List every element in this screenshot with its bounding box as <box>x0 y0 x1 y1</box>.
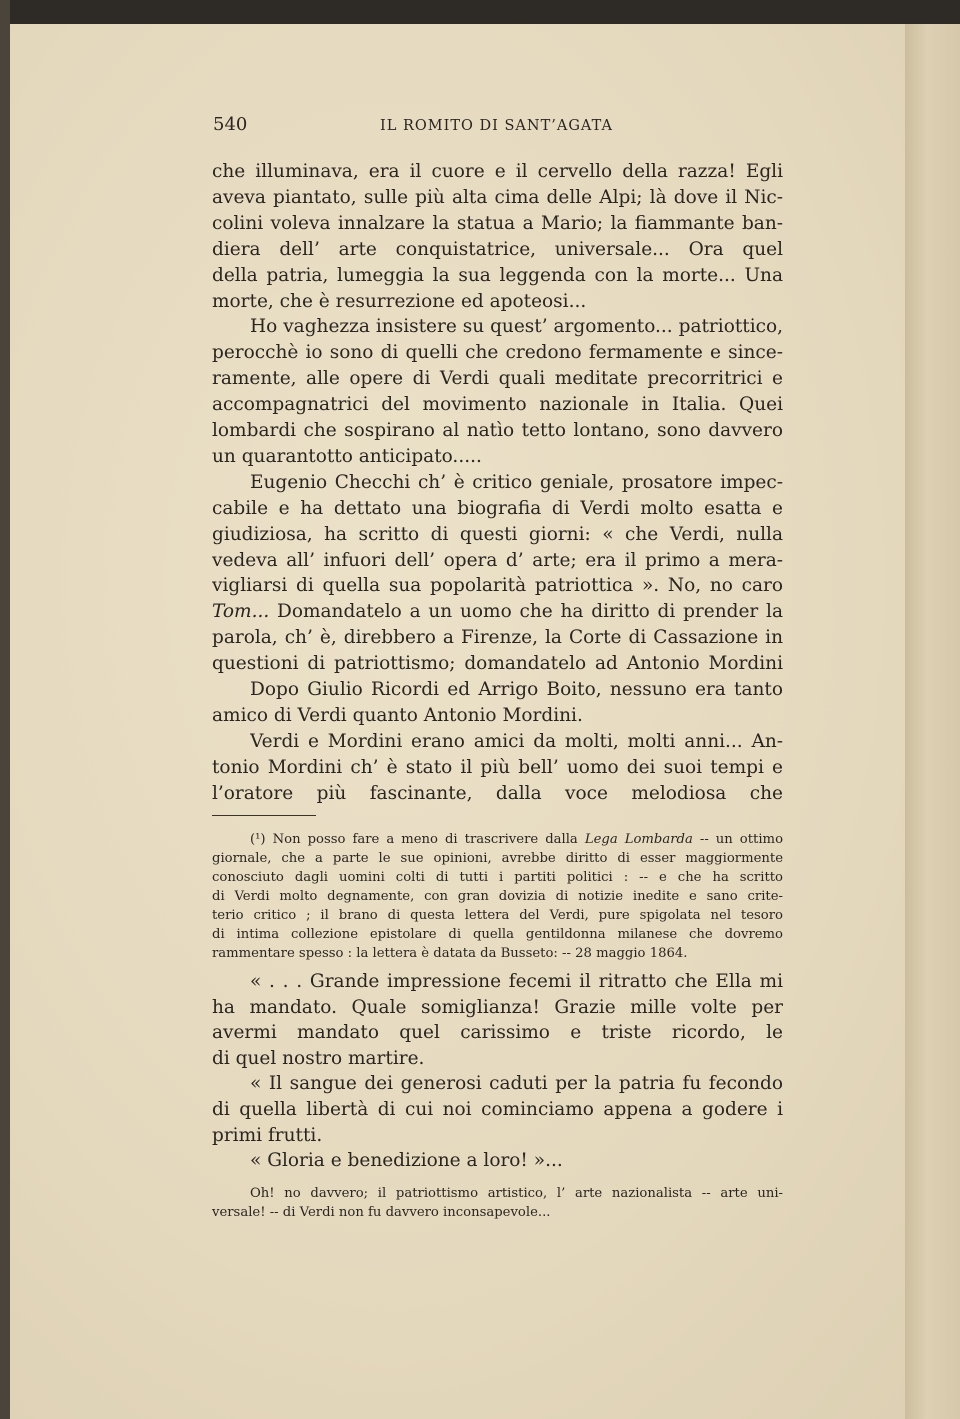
footnote-line <box>212 906 783 925</box>
text-segment: terio critico ; il brano di questa lettera del Verdi, pure spigolata nel tesoro <box>212 908 783 923</box>
text-segment: di quel nostro martire. <box>212 1047 425 1069</box>
text-segment: colini voleva innalzare la statua a Mario; la fiammante ban- <box>212 212 783 234</box>
text-segment: « Il sangue dei generosi caduti per la patria fu fecondo <box>250 1073 783 1095</box>
footnote-line <box>212 887 783 906</box>
body-line <box>212 781 783 807</box>
body-line <box>250 677 783 703</box>
text-segment: morte, che è resurrezione ed apoteosi... <box>212 290 587 312</box>
footnote-line <box>212 925 783 944</box>
body-line <box>212 237 783 263</box>
text-segment: ramente, alle opere di Verdi quali meditate precorritrici e <box>212 368 783 390</box>
body-line <box>212 573 783 599</box>
body-line <box>212 444 783 470</box>
text-segment: -- un ottimo <box>692 832 783 847</box>
text-segment: « . . . Grande impressione fecemi il ritratto che Ella mi <box>250 971 783 992</box>
footnote-line <box>212 849 783 868</box>
body-line <box>212 599 783 625</box>
text-segment: l’oratore più fascinante, dalla voce melodiosa che <box>212 782 783 804</box>
text-segment: vedeva all’ infuori dell’ opera d’ arte; era il primo a mera- <box>212 549 783 571</box>
text-segment: vigliarsi di quella sua popolarità patriottica ». No, no caro <box>212 575 783 597</box>
letter-line <box>250 1071 783 1097</box>
page-gutter <box>905 22 960 1419</box>
italic-text: Lega Lombarda <box>584 832 693 847</box>
text-segment: rammentare spesso : la lettera è datata da Busseto: -- 28 maggio 1864. <box>212 946 688 961</box>
body-line <box>212 548 783 574</box>
text-segment: parola, ch’ è, direbbero a Firenze, la Corte di Cassazione in <box>212 627 783 649</box>
text-segment: della patria, lumeggia la sua leggenda con la morte... Una <box>212 264 783 286</box>
letter-line <box>212 1123 783 1149</box>
text-segment: ha mandato. Quale somiglianza! Grazie mille volte per <box>212 996 783 1018</box>
body-line <box>212 418 783 444</box>
text-segment: Eugenio Checchi ch’ è critico geniale, prosatore impec- <box>250 471 783 493</box>
text-segment: di quella libertà di cui noi cominciamo appena a godere i <box>212 1099 783 1120</box>
closing-line <box>212 1203 783 1222</box>
body-line <box>212 625 783 651</box>
text-segment: conosciuto dagli uomini colti di tutti i partiti politici : -- e che ha scritto <box>212 870 783 885</box>
text-segment: aveva piantato, sulle più alta cima delle Alpi; là dove il Nic- <box>212 186 783 208</box>
text-segment: Dopo Giulio Ricordi ed Arrigo Boito, nessuno era tanto <box>250 679 783 700</box>
text-segment: tonio Mordini ch’ è stato il più bell’ uomo dei suoi tempi e <box>212 756 783 778</box>
footnote-line <box>250 830 783 849</box>
text-segment: cabile e ha dettato una biografia di Verdi molto esatta e <box>212 497 783 519</box>
text-segment: di intima collezione epistolare di quella gentildonna milanese che dovremo <box>212 927 783 942</box>
text-segment: versale! -- di Verdi non fu davvero inconsapevole... <box>212 1205 551 1220</box>
text-segment: Ho vaghezza insistere su quest’ argomento... patriottico, <box>250 316 783 338</box>
body-line <box>250 470 783 496</box>
text-segment: un quarantotto anticipato..... <box>212 445 482 467</box>
closing-line <box>250 1184 783 1203</box>
text-segment: diera dell’ arte conquistatrice, universale... Ora quel <box>212 238 783 260</box>
body-line <box>212 263 783 289</box>
body-line <box>212 496 783 522</box>
scan-border-left <box>0 0 10 1419</box>
letter-line <box>212 1097 783 1123</box>
text-segment: accompagnatrici del movimento nazionale in Italia. Quei <box>212 394 783 416</box>
body-line <box>212 522 783 548</box>
text-segment: di Verdi molto degnamente, con gran dovizia di notizie inedite e sano crite- <box>212 889 783 904</box>
text-segment: questioni di patriottismo; domandatelo ad Antonio Mordini <box>212 653 783 675</box>
text-segment: giornale, che a parte le sue opinioni, avrebbe diritto di esser maggiormente <box>212 851 783 866</box>
body-line <box>212 185 783 211</box>
letter-line <box>212 1020 783 1046</box>
text-segment: Verdi e Mordini erano amici da molti, molti anni... An- <box>250 730 783 752</box>
body-line <box>212 703 783 729</box>
page-number: 540 <box>213 114 248 135</box>
body-line <box>212 392 783 418</box>
text-segment: « Gloria e benedizione a loro! »... <box>250 1150 563 1172</box>
body-line <box>212 211 783 237</box>
text-segment: giudiziosa, ha scritto di questi giorni: « che Verdi, nulla <box>212 523 783 545</box>
text-segment: lombardi che sospirano al natìo tetto lontano, sono davvero <box>212 420 783 441</box>
body-line <box>212 159 783 185</box>
text-segment: perocchè io sono di quelli che credono fermamente e since- <box>212 342 783 364</box>
letter-line <box>212 1046 783 1072</box>
footnote-line <box>212 944 783 963</box>
body-line <box>212 651 783 677</box>
letter-line <box>250 1148 783 1174</box>
text-segment: Domandatelo a un uomo che ha diritto di prender la <box>269 601 783 623</box>
letter-line <box>212 995 783 1021</box>
footnote-line <box>212 868 783 887</box>
text-segment: avermi mandato quel carissimo e triste ricordo, le <box>212 1022 783 1044</box>
body-line <box>212 755 783 781</box>
text-segment: (¹) Non posso fare a meno di trascrivere dalla <box>250 832 585 847</box>
italic-text: Tom... <box>212 601 270 623</box>
body-line <box>212 289 783 315</box>
letter-line <box>250 969 783 995</box>
footnote-rule <box>212 815 316 816</box>
body-line <box>212 366 783 392</box>
body-line <box>250 314 783 340</box>
body-line <box>212 340 783 366</box>
scan-border-top <box>0 0 960 24</box>
body-line <box>250 729 783 755</box>
text-segment: primi frutti. <box>212 1124 323 1146</box>
running-title: IL ROMITO DI SANT’AGATA <box>380 118 613 134</box>
text-segment: che illuminava, era il cuore e il cervello della razza! Egli <box>212 161 783 182</box>
text-segment: Oh! no davvero; il patriottismo artistico, l’ arte nazionalista -- arte uni- <box>250 1186 783 1201</box>
text-segment: amico di Verdi quanto Antonio Mordini. <box>212 704 583 726</box>
